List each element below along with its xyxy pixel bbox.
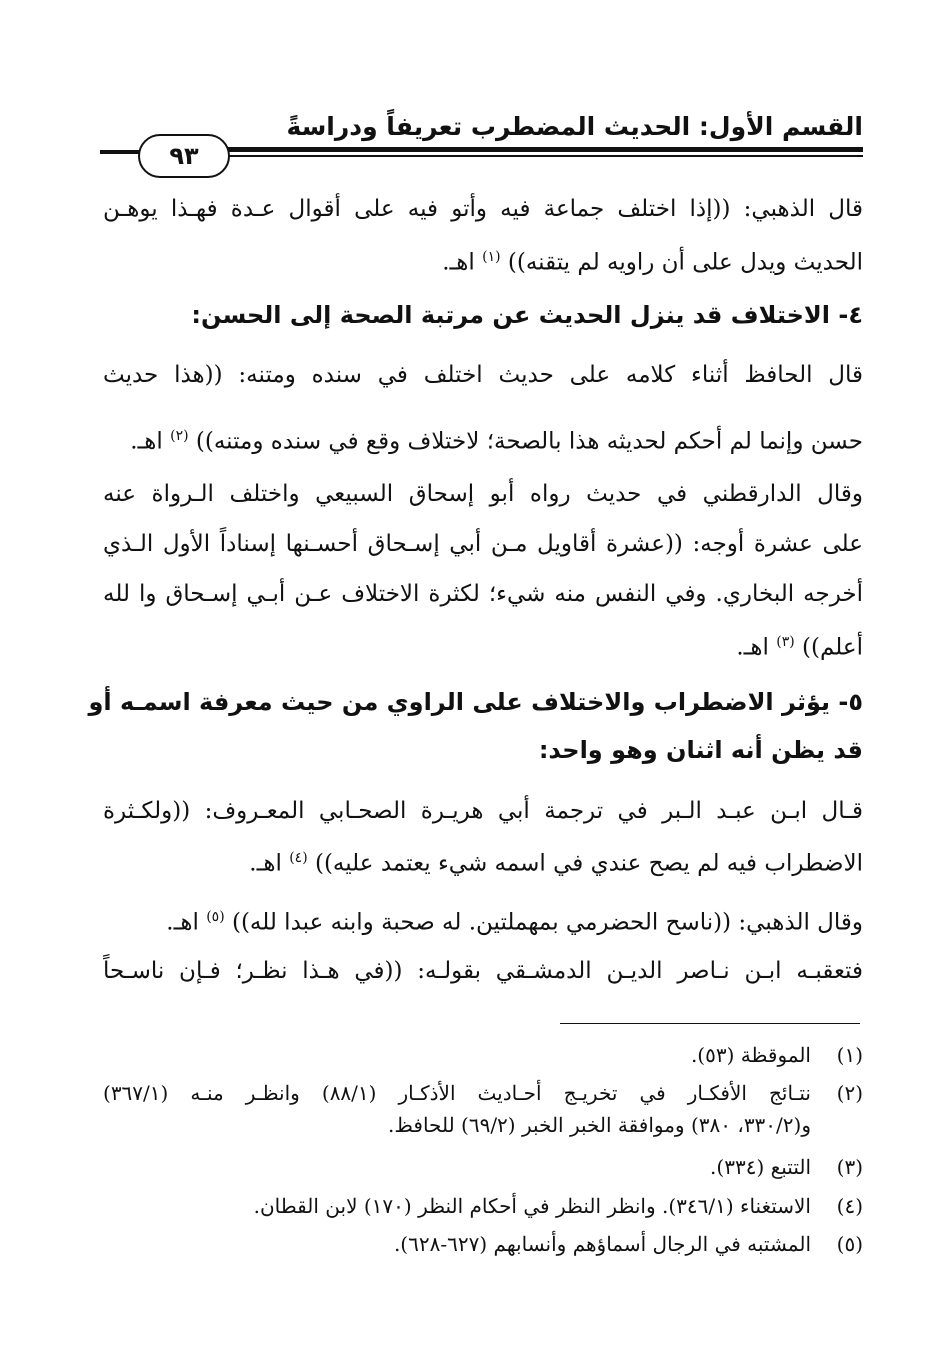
footnote-item xyxy=(103,1040,863,1070)
footnote-number: (١) xyxy=(836,1043,863,1067)
footnote-text: و(٣٣٠/٢، ٣٨٠) وموافقة الخبر الخبر (٦٩/٢) للحافظ. xyxy=(388,1113,811,1137)
body-line xyxy=(103,900,863,940)
header-rule-thin xyxy=(226,155,863,157)
body-line xyxy=(103,240,863,280)
body-line xyxy=(103,841,863,881)
body-text: اهـ. xyxy=(736,634,769,661)
body-text: اهـ. xyxy=(442,249,475,276)
footnote-text: نتـائج الأفكـار في تخريـج أحـاديث الأذكـار (٨٨/١) وانظـر منـه (٣٦٧/١) xyxy=(103,1081,811,1105)
body-line: قال الحافظ أثناء كلامه على حديث اختلف في سنده ومتنه: ((هذا حديث xyxy=(103,362,863,388)
body-text: اهـ. xyxy=(166,909,199,936)
body-text: الحديث ويدل على أن راويه لم يتقنه)) xyxy=(507,249,863,276)
header-rule-thick xyxy=(226,147,863,152)
body-line: قـال ابـن عبـد الـبر في ترجمة أبي هريـرة الصحـابي المعـروف: ((ولكـثرة xyxy=(103,798,863,824)
section-heading: ٥- يؤثر الاضطراب والاختلاف على الراوي من حيث معرفة اسمـه أو xyxy=(88,688,863,716)
footnote-number: (٢) xyxy=(836,1081,863,1105)
footnote-number: (٥) xyxy=(836,1232,863,1256)
section-heading: ٤- الاختلاف قد ينزل الحديث عن مرتبة الصحة إلى الحسن: xyxy=(191,301,863,329)
footnote-item-continuation xyxy=(103,1110,863,1140)
footnote-ref: (١) xyxy=(482,249,501,265)
page-number-badge xyxy=(138,134,230,178)
footnote-ref: (٣) xyxy=(776,634,795,650)
footnote-item xyxy=(103,1229,863,1259)
footnote-number: (٤) xyxy=(836,1194,863,1218)
body-text: الاضطراب فيه لم يصح عندي في اسمه شيء يعتمد عليه)) xyxy=(314,850,863,877)
footnote-item xyxy=(103,1191,863,1221)
footnote-number: (٣) xyxy=(836,1155,863,1179)
body-line xyxy=(103,625,863,665)
footnote-ref: (٢) xyxy=(170,428,189,444)
body-text: حسن وإنما لم أحكم لحديثه هذا بالصحة؛ لاختلاف وقع في سنده ومتنه)) xyxy=(195,428,863,455)
header-rule-left xyxy=(100,150,140,154)
footnote-text: الاستغناء (٣٤٦/١). وانظر النظر في أحكام النظر (١٧٠) لابن القطان. xyxy=(253,1194,811,1218)
body-line: أخرجه البخاري. وفي النفس منه شيء؛ لكثرة الاختلاف عـن أبـي إسـحاق وا لله xyxy=(103,581,863,607)
footnote-ref: (٥) xyxy=(206,909,225,925)
body-line xyxy=(103,419,863,459)
body-text: وقال الذهبي: ((ناسح الحضرمي بمهملتين. له صحبة وابنه عبدا لله)) xyxy=(231,909,863,936)
body-line: وقال الدارقطني في حديث رواه أبو إسحاق السبيعي واختلف الـرواة عنه xyxy=(103,481,863,507)
page-number: ٩٣ xyxy=(169,142,199,170)
footnote-item xyxy=(103,1152,863,1182)
footnote-text: التتبع (٣٣٤). xyxy=(710,1155,811,1179)
running-header-title: القسم الأول: الحديث المضطرب تعريفاً ودراسةً xyxy=(286,112,863,141)
body-text: اهـ. xyxy=(249,850,282,877)
footnote-item xyxy=(103,1078,863,1108)
footnote-separator xyxy=(560,1023,860,1024)
body-line: فتعقبـه ابـن نـاصر الديـن الدمشـقي بقولـه: ((في هـذا نظـر؛ فـإن ناسـحاً xyxy=(103,958,863,984)
footnote-text: الموقظة (٥٣). xyxy=(690,1043,811,1067)
footnote-text: المشتبه في الرجال أسماؤهم وأنسابهم (٦٢٧-٦٢٨). xyxy=(393,1232,811,1256)
body-line: على عشرة أوجه: ((عشرة أقاويل مـن أبي إسـحاق أحسـنها إسناداً الأول الـذي xyxy=(103,531,863,557)
section-heading: قد يظن أنه اثنان وهو واحد: xyxy=(538,736,863,764)
footnote-ref: (٤) xyxy=(289,850,308,866)
body-text: اهـ. xyxy=(130,428,163,455)
body-text: أعلم)) xyxy=(802,634,863,661)
body-line: قال الذهبي: ((إذا اختلف جماعة فيه وأتو فيه على أقوال عـدة فهـذا يوهـن xyxy=(103,196,863,222)
